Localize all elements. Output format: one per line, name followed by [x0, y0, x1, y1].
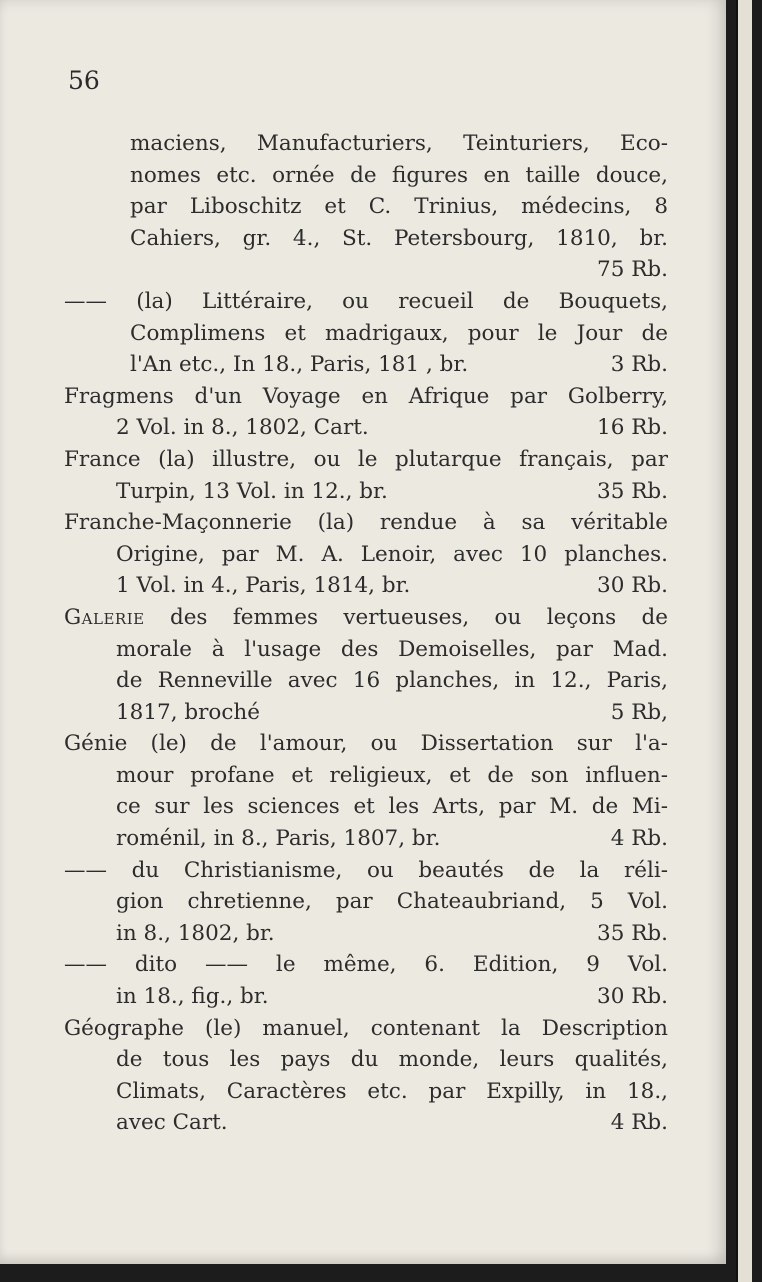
entry-line: Complimens et madrigaux, pour le Jour de: [130, 320, 668, 346]
entry-line: morale à l'usage des Demoiselles, par Mad.: [116, 636, 668, 662]
entry-line: [64, 476, 668, 508]
entry-price: 30 Rb.: [597, 984, 668, 1010]
catalogue-entry: [64, 1013, 668, 1139]
entry-line: [64, 570, 668, 602]
entry-line: [64, 918, 668, 950]
entry-line: [64, 1107, 668, 1139]
entry-line: [64, 412, 668, 444]
entry-price: 30 Rb.: [597, 573, 668, 599]
entry-line: de tous les pays du monde, leurs qualités,: [116, 1047, 668, 1073]
catalogue-entry: [64, 949, 668, 1012]
entry-line: —— du Christianisme, ou beautés de la réli-: [64, 857, 668, 883]
entry-line: [64, 981, 668, 1013]
entry-line: Franche-Maçonnerie (la) rendue à sa véritable: [64, 510, 668, 536]
entry-price: 75 Rb.: [597, 257, 668, 283]
entry-text: 1 Vol. in 4., Paris, 1814, br.: [116, 573, 411, 599]
entry-line: mour profane et religieux, et de son influen-: [116, 762, 668, 788]
entry-line: [64, 823, 668, 855]
entry-line: ce sur les sciences et les Arts, par M. de Mi-: [116, 794, 668, 820]
entry-text: in 18., fig., br.: [116, 984, 269, 1010]
catalogue-entry: [64, 602, 668, 728]
entry-line: par Liboschitz et C. Trinius, médecins, 8: [130, 194, 668, 220]
entry-line: de Renneville avec 16 planches, in 12., Paris,: [116, 668, 668, 694]
catalogue-entry: [64, 855, 668, 950]
entry-line: Climats, Caractères etc. par Expilly, in 18.,: [116, 1078, 668, 1104]
catalogue-entry: [64, 728, 668, 854]
entry-price: 35 Rb.: [597, 920, 668, 946]
entry-text: l'An etc., In 18., Paris, 181 , br.: [130, 352, 469, 378]
entry-price: 3 Rb.: [610, 352, 668, 378]
entry-text: Turpin, 13 Vol. in 12., br.: [116, 478, 388, 504]
entry-price: 35 Rb.: [597, 478, 668, 504]
entry-price: 4 Rb.: [610, 1110, 668, 1136]
catalogue-entry: [64, 507, 668, 602]
entry-text: avec Cart.: [116, 1110, 228, 1136]
entry-price: 4 Rb.: [610, 826, 668, 852]
entry-text: in 8., 1802, br.: [116, 920, 275, 946]
entry-line: Fragmens d'un Voyage en Afrique par Golberry,: [64, 383, 668, 409]
page-number: 56: [68, 66, 100, 95]
entry-line: Galerie des femmes vertueuses, ou leçons de: [64, 604, 668, 630]
entry-line: France (la) illustre, ou le plutarque français, par: [64, 446, 668, 472]
entry-line: [64, 697, 668, 729]
entry-line: [64, 349, 668, 381]
next-page-edge: [736, 0, 752, 1282]
entry-text: 2 Vol. in 8., 1802, Cart.: [116, 415, 369, 441]
entry-price: 16 Rb.: [597, 415, 668, 441]
entry-line: Génie (le) de l'amour, ou Dissertation sur l'a-: [64, 731, 668, 757]
entry-line: —— (la) Littéraire, ou recueil de Bouquets,: [64, 288, 668, 314]
entry-line: Géographe (le) manuel, contenant la Description: [64, 1015, 668, 1041]
entry-text: roménil, in 8., Paris, 1807, br.: [116, 826, 441, 852]
entry-line: gion chretienne, par Chateaubriand, 5 Vol.: [116, 889, 668, 915]
entry-price: 5 Rb,: [610, 699, 668, 725]
entry-line: Cahiers, gr. 4., St. Petersbourg, 1810, br.: [130, 225, 668, 251]
entry-line: maciens, Manufacturiers, Teinturiers, Eco-: [130, 131, 668, 156]
catalogue-entries: [64, 128, 668, 1139]
entry-line: Origine, par M. A. Lenoir, avec 10 planches.: [116, 541, 668, 567]
catalogue-entry: [64, 381, 668, 444]
catalogue-entry: [64, 128, 668, 286]
entry-text: 1817, broché: [116, 699, 260, 725]
catalogue-entry: [64, 444, 668, 507]
entry-line: nomes etc. ornée de figures en taille douce,: [130, 162, 668, 188]
entry-line: [64, 254, 668, 286]
catalogue-entry: [64, 286, 668, 381]
entry-line: —— dito —— le même, 6. Edition, 9 Vol.: [64, 952, 668, 978]
